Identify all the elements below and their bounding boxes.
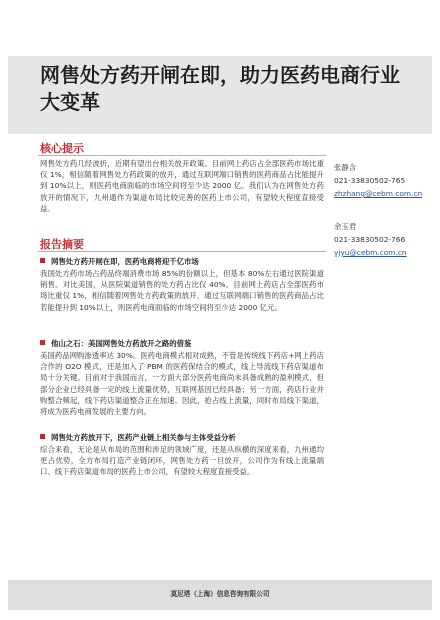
abstract-item-text: 美国药品网购渗透率达 30%。医药电商模式相对成熟，不管是传统线下药店+网上药店合作的 O2O 模式，还是加入了 PBM 的医药保结合的模式，线上导流线下药店渠道布局十分关键。目前对于我国而言，一方面大部分医药电商尚未具备成熟的盈利模式，但部分企业已经具备一定的线上流量优势，互联网基因已经具备；另一方面，药店行业并购整合频起，线下药店渠道整合正在加速。因此，抢占线上流量，同时布局线下渠道，将成为医药电商发展的主要方向。 [40, 351, 324, 417]
analyst-email[interactable]: yjyu@cebm.com.cn [334, 248, 407, 257]
abstract-item-title-text: 网售处方药开闸在即，医药电商将迎千亿市场 [51, 257, 199, 266]
analyst-contact [334, 161, 434, 200]
summary-divider [38, 155, 326, 156]
report-title: 网售处方药开闸在即，助力医药电商行业大变革 [40, 63, 400, 114]
abstract-item-text: 我国处方药市场占药品终端消费市场 85%的份额以上，但基本 80%左右通过医院渠道销售。对比美国，从医院渠道销售的处方药占比仅 40%。目前网上药店占全部医药市场比重仅 1%，相信随着网售处方药政策的放开，通过互联网端口销售的医药商品占比若能提升到 10%以上，则医药电商面临的市场空间将至少达 2000 亿元。 [40, 269, 324, 312]
summary-heading: 核心提示 [40, 142, 84, 155]
analyst-email[interactable]: zhzhang@cebm.com.cn [334, 189, 423, 198]
abstract-item-title [40, 256, 324, 267]
summary-text: 网售处方药几经波折，近期有望出台相关放开政策。目前网上药店占全部医药市场比重仅 1%，相信随着网售处方药政策的放开，通过互联网端口销售的医药商品占比能提升到 10%以上，则医药电商面临的市场空间将至少达 2000 亿。我们认为在网售处方药放开的情况下，九州通作为渠道布局比较完善的医药上市公司，有望较大程度直接受益。 [40, 159, 324, 213]
abstract-heading: 报告摘要 [40, 238, 84, 251]
analyst-name: 余玉君 [334, 222, 357, 231]
analyst-phone: 021-33830502-765 [334, 176, 406, 185]
footer-company: 莫尼塔（上海）信息咨询有限公司 [170, 590, 270, 598]
abstract-item-title [40, 432, 324, 443]
red-square-bullet-icon [40, 340, 45, 345]
abstract-item-text: 综合来看，无论是从布局的范围和涉足的领域广度，还是从纵横的深度来看，九州通均更占优势，全方布局打造产业链闭环，网售处方药一旦放开，公司作为有线上流量端口、线下药店渠道布局的医药上市公司，有望较大程度直接受益。 [40, 445, 324, 477]
top-margin [0, 0, 440, 56]
analyst-contact [334, 220, 434, 259]
bottom-margin [0, 610, 440, 620]
red-square-bullet-icon [40, 258, 45, 263]
analyst-phone: 021-33830502-766 [334, 235, 406, 244]
abstract-item-title [40, 338, 324, 349]
analyst-name: 张静含 [334, 163, 357, 172]
abstract-divider [38, 251, 326, 252]
abstract-item-title-text: 他山之石：美国网售处方药放开之路的借鉴 [51, 339, 192, 348]
red-square-bullet-icon [40, 434, 45, 439]
abstract-item-title-text: 网售处方药放开下，医药产业链上相关参与主体受益分析 [51, 433, 236, 442]
